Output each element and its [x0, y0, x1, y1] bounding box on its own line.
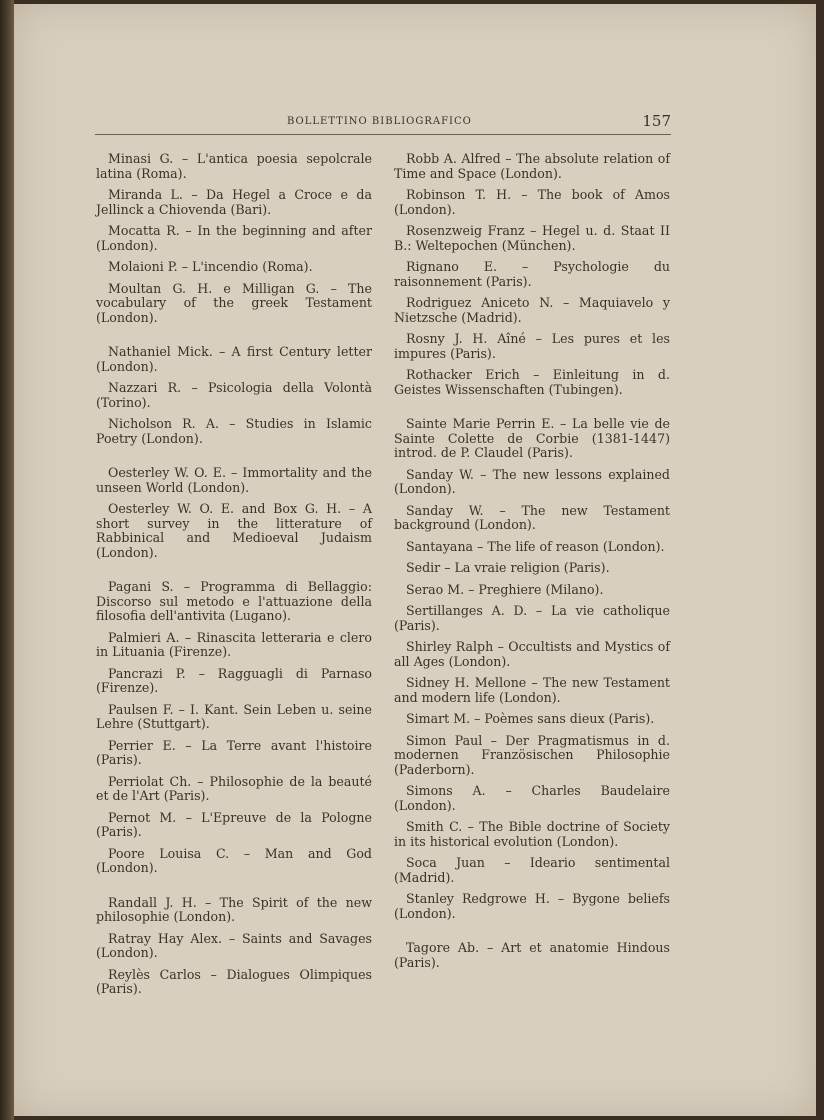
bibliography-entry: Simons A. – Charles Baudelaire (London). [394, 783, 670, 813]
bibliography-entry: Soca Juan – Ideario sentimental (Madrid). [394, 855, 670, 885]
page-number: 157 [642, 112, 671, 130]
bibliography-entry: Sainte Marie Perrin E. – La belle vie de Sainte Colette de Corbie (1381-1447) introd. de P. Claudel (Paris). [394, 416, 670, 460]
running-title: BOLLETTINO BIBLIOGRAFICO [287, 116, 472, 127]
bibliography-entry: Pancrazi P. – Ragguagli di Parnaso (Firenze). [96, 665, 372, 695]
bibliography-entry: Rosenzweig Franz – Hegel u. d. Staat II B.: Weltepochen (München). [394, 223, 670, 253]
bibliography-entry: Smith C. – The Bible doctrine of Society in its historical evolution (London). [394, 819, 670, 849]
bibliography-entry: Stanley Redgrowe H. – Bygone beliefs (London). [394, 891, 670, 921]
bibliography-entry: Molaioni P. – L'incendio (Roma). [108, 259, 313, 274]
bibliography-entry: Reylès Carlos – Dialogues Olimpiques (Paris). [96, 966, 372, 996]
bibliography-entry: Ratray Hay Alex. – Saints and Savages (London). [96, 930, 372, 960]
book-spine [0, 0, 14, 1120]
bibliography-entry: Oesterley W. O. E. and Box G. H. – A short survey in the litterature of Rabbinical and Medioeval Judaism (London). [96, 501, 372, 560]
bibliography-entry: Oesterley W. O. E. – Immortality and the unseen World (London). [96, 465, 372, 495]
bibliography-entry: Moultan G. H. e Milligan G. – The vocabulary of the greek Testament (London). [96, 280, 372, 325]
bibliography-entry: Perrier E. – La Terre avant l'histoire (Paris). [96, 737, 372, 767]
header-rule [95, 134, 671, 135]
bibliography-entry: Simart M. – Poèmes sans dieux (Paris). [406, 711, 655, 726]
bibliography-entry: Nathaniel Mick. – A first Century letter (London). [96, 344, 372, 374]
bibliography-entry: Shirley Ralph – Occultists and Mystics of all Ages (London). [394, 639, 670, 669]
bibliography-entry: Palmieri A. – Rinascita letteraria e clero in Lituania (Firenze). [96, 629, 372, 659]
bibliography-entry: Sanday W. – The new Testament background (London). [394, 502, 670, 532]
bibliography-entry: Simon Paul – Der Pragmatismus in d. modernen Französischen Philosophie (Paderborn). [394, 732, 670, 777]
bibliography-entry: Rodriguez Aniceto N. – Maquiavelo y Nietzsche (Madrid). [394, 295, 670, 325]
bibliography-entry: Sertillanges A. D. – La vie catholique (Paris). [394, 603, 670, 633]
left-column [96, 152, 372, 1004]
bibliography-entry: Nicholson R. A. – Studies in Islamic Poetry (London). [96, 416, 372, 446]
bibliography-entry: Nazzari R. – Psicologia della Volontà (Torino). [96, 380, 372, 410]
bibliography-entry: Sanday W. – The new lessons explained (London). [394, 466, 670, 496]
bibliography-entry: Sedir – La vraie religion (Paris). [406, 560, 610, 575]
bibliography-entry: Pernot M. – L'Epreuve de la Pologne (Paris). [96, 809, 372, 839]
bibliography-entry: Rothacker Erich – Einleitung in d. Geistes Wissenschaften (Tubingen). [394, 367, 670, 397]
bibliography-entry: Pagani S. – Programma di Bellaggio: Discorso sul metodo e l'attuazione della filosofia dell'antivita (Lugano). [96, 579, 372, 623]
bibliography-entry: Poore Louisa C. – Man and God (London). [96, 845, 372, 875]
bibliography-entry: Perriolat Ch. – Philosophie de la beauté et de l'Art (Paris). [96, 773, 372, 803]
bibliography-entry: Rignano E. – Psychologie du raisonnement (Paris). [394, 259, 670, 289]
right-column [394, 152, 670, 977]
bibliography-entry: Randall J. H. – The Spirit of the new philosophie (London). [96, 894, 372, 924]
bibliography-entry: Miranda L. – Da Hegel a Croce e da Jellinck a Chiovenda (Bari). [96, 187, 372, 217]
bibliography-entry: Mocatta R. – In the beginning and after (London). [96, 223, 372, 253]
bibliography-entry: Tagore Ab. – Art et anatomie Hindous (Paris). [394, 940, 670, 970]
bibliography-entry: Robinson T. H. – The book of Amos (London). [394, 187, 670, 217]
bibliography-entry: Rosny J. H. Aîné – Les pures et les impures (Paris). [394, 331, 670, 361]
bibliography-entry: Santayana – The life of reason (London). [406, 538, 665, 554]
bibliography-entry: Robb A. Alfred – The absolute relation of Time and Space (London). [394, 151, 670, 181]
bibliography-entry: Minasi G. – L'antica poesia sepolcrale latina (Roma). [96, 151, 372, 181]
bibliography-entry: Serao M. – Preghiere (Milano). [406, 581, 604, 597]
bibliography-entry: Paulsen F. – I. Kant. Sein Leben u. seine Lehre (Stuttgart). [96, 701, 372, 731]
bibliography-entry: Sidney H. Mellone – The new Testament and modern life (London). [394, 675, 670, 705]
